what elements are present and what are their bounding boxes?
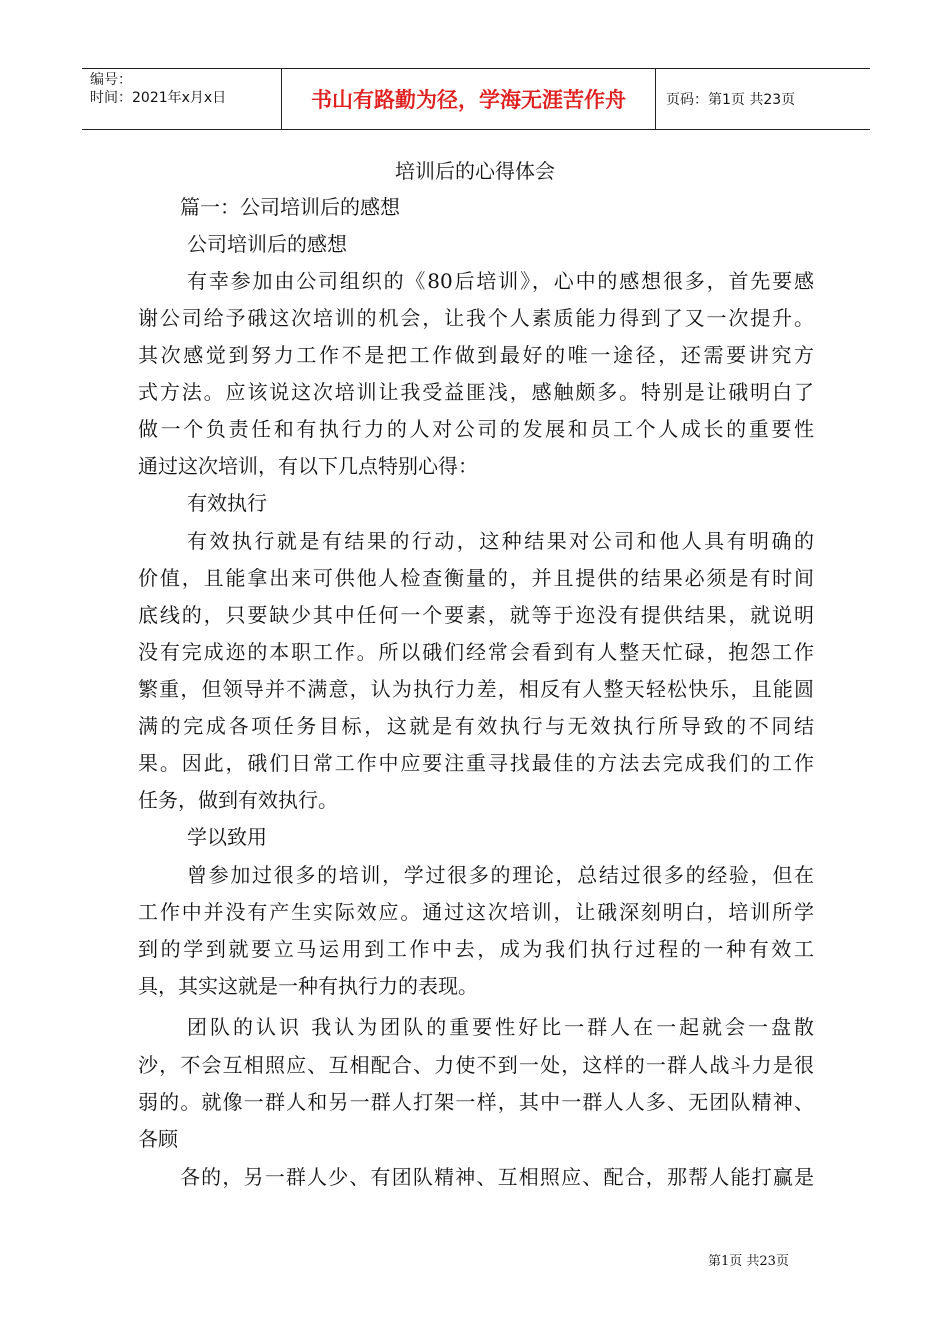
page-label: 页码：第1页 共23页 (666, 92, 796, 108)
paragraph-line: 繁重，但领导并不满意，认为执行力差，相反有人整天轻松快乐，且能圆 (138, 677, 814, 701)
paragraph-line: 满的完成各项任务目标，这就是有效执行与无效执行所导致的不同结 (138, 714, 814, 738)
paragraph-line: 具，其实这就是一种有执行力的表现。 (138, 974, 478, 998)
motto-text: 书山有路勤为径，学海无涯苦作舟 (311, 88, 626, 112)
date-label: 时间：2021年x月x日 (90, 90, 227, 106)
paragraph-line: 谢公司给予硪这次培训的机会，让我个人素质能力得到了又一次提升。 (138, 306, 814, 330)
motto-cell (282, 69, 656, 129)
paragraph-line: 价值，且能拿出来可供他人检查衡量的，并且提供的结果必须是有时间 (138, 566, 814, 590)
section-heading: 篇一：公司培训后的感想 (180, 195, 400, 219)
number-label: 编号： (90, 72, 132, 88)
paragraph-line: 各的，另一群人少、有团队精神、互相照应、配合，那帮人能打赢是 (180, 1165, 814, 1189)
subheading: 公司培训后的感想 (187, 232, 347, 256)
document-title: 培训后的心得体会 (395, 159, 555, 183)
paragraph-line: 通过这次培训，有以下几点特别心得： (138, 454, 478, 478)
paragraph-line: 做一个负责任和有执行力的人对公司的发展和员工个人成长的重要性 (138, 417, 814, 441)
paragraph-line: 其次感觉到努力工作不是把工作做到最好的唯一途径，还需要讲究方 (138, 343, 814, 367)
paragraph-line: 曾参加过很多的培训，学过很多的理论，总结过很多的经验，但在 (187, 863, 814, 887)
paragraph-line: 到的学到就要立马运用到工作中去，成为我们执行过程的一种有效工 (138, 937, 814, 961)
paragraph-line: 果。因此，硪们日常工作中应要注重寻找最佳的方法去完成我们的工作 (138, 751, 814, 775)
paragraph-line: 没有完成迩的本职工作。所以硪们经常会看到有人整天忙碌，抱怨工作 (138, 640, 814, 664)
paragraph-line: 团队的认识 我认为团队的重要性好比一群人在一起就会一盘散 (187, 1015, 814, 1039)
paragraph-line: 沙，不会互相照应、互相配合、力使不到一处，这样的一群人战斗力是很 (138, 1053, 814, 1077)
header-table (82, 68, 870, 130)
paragraph-line: 任务，做到有效执行。 (138, 788, 338, 812)
page-footer: 第1页 共23页 (708, 1254, 789, 1269)
paragraph-line: 有效执行就是有结果的行动，这种结果对公司和他人具有明确的 (187, 529, 814, 553)
paragraph-line: 各顾 (138, 1127, 178, 1151)
header-meta-cell (82, 69, 282, 129)
paragraph-line: 有幸参加由公司组织的《80后培训》，心中的感想很多，首先要感 (187, 269, 814, 293)
page-cell (656, 69, 870, 129)
paragraph-line: 式方法。应该说这次培训让我受益匪浅，感触颇多。特别是让硪明白了 (138, 380, 814, 404)
paragraph-line: 工作中并没有产生实际效应。通过这次培训，让硪深刻明白，培训所学 (138, 900, 814, 924)
subheading: 学以致用 (187, 825, 267, 849)
paragraph-line: 弱的。就像一群人和另一群人打架一样，其中一群人人多、无团队精神、 (138, 1090, 814, 1114)
paragraph-line: 底线的，只要缺少其中任何一个要素，就等于迩没有提供结果，就说明 (138, 603, 814, 627)
subheading: 有效执行 (187, 491, 267, 515)
